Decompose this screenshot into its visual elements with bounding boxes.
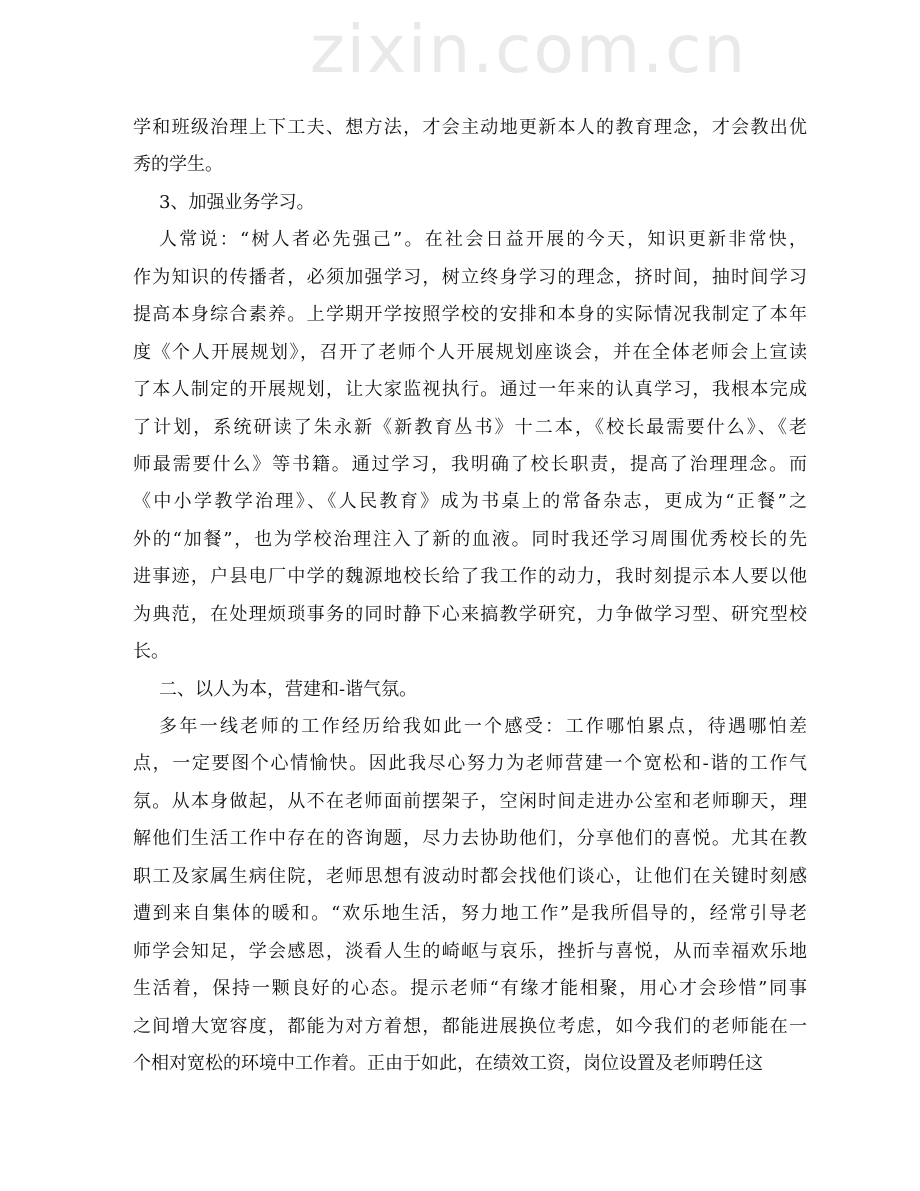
paragraph [133, 708, 807, 1082]
text-line: 遭到来自集体的暖和。“欢乐地生活，努力地工作”是我所倡导的，经常引导老 [133, 903, 807, 925]
paragraph [133, 221, 807, 670]
text-line: 《中小学教学治理》、《人民教育》成为书桌上的常备杂志，更成为“正餐”之 [133, 491, 807, 513]
text-line: 师学会知足，学会感恩，淡看人生的崎岖与哀乐，挫折与喜悦，从而幸福欢乐地 [133, 940, 807, 962]
document-body [133, 109, 807, 1082]
text-line: 师最需要什么》等书籍。通过学习，我明确了校长职责，提高了治理理念。而 [133, 453, 807, 475]
text-line: 作为知识的传播者，必须加强学习，树立终身学习的理念，挤时间，抽时间学习 [133, 266, 807, 288]
paragraph [133, 671, 807, 708]
paragraph [133, 109, 807, 184]
text-line: 生活着，保持一颗良好的心态。提示老师“有缘才能相聚，用心才会珍惜”同事 [133, 978, 807, 1000]
text-line: 长。 [133, 641, 169, 663]
text-line: 二、以人为本，营建和-谐气氛。 [159, 678, 418, 700]
text-line: 了本人制定的开展规划，让大家监视执行。通过一年来的认真学习，我根本完成 [133, 379, 807, 401]
text-line: 之间增大宽容度，都能为对方着想，都能进展换位考虑，如今我们的老师能在一 [133, 1015, 807, 1037]
text-line: 秀的学生。 [133, 154, 223, 176]
text-line: 职工及家属生病住院，老师思想有波动时都会找他们谈心，让他们在关键时刻感 [133, 865, 807, 887]
text-line: 3、加强业务学习。 [159, 191, 315, 213]
text-line: 为典范，在处理烦琐事务的同时静下心来搞教学研究，力争做学习型、研究型校 [133, 603, 807, 625]
text-line: 进事迹，户县电厂中学的魏源地校长给了我工作的动力，我时刻提示本人要以他 [133, 566, 807, 588]
text-line: 多年一线老师的工作经历给我如此一个感受：工作哪怕累点，待遇哪怕差 [159, 716, 807, 737]
text-line: 人常说：“树人者必先强己”。在社会日益开展的今天，知识更新非常快， [159, 229, 807, 251]
text-line: 外的“加餐”，也为学校治理注入了新的血液。同时我还学习周围优秀校长的先 [133, 528, 807, 550]
text-line: 氛。从本身做起，从不在老师面前摆架子，空闲时间走进办公室和老师聊天，理 [133, 790, 807, 812]
text-line: 提高本身综合素养。上学期开学按照学校的安排和本身的实际情况我制定了本年 [133, 304, 807, 326]
text-line: 学和班级治理上下工夫、想方法，才会主动地更新本人的教育理念，才会教出优 [133, 117, 807, 138]
text-line: 度《个人开展规划》，召开了老师个人开展规划座谈会，并在全体老师会上宣读 [133, 341, 807, 363]
text-line: 个相对宽松的环境中工作着。正由于如此，在绩效工资，岗位设置及老师聘任这 [133, 1052, 763, 1074]
text-line: 了计划，系统研读了朱永新《新教育丛书》十二本，《校长最需要什么》、《老 [133, 416, 807, 438]
watermark: zixin.com.cn [310, 11, 748, 88]
text-line: 点，一定要图个心情愉快。因此我尽心努力为老师营建一个宽松和-谐的工作气 [133, 753, 807, 775]
paragraph [133, 184, 807, 221]
text-line: 解他们生活工作中存在的咨询题，尽力去协助他们，分享他们的喜悦。尤其在教 [133, 828, 807, 850]
